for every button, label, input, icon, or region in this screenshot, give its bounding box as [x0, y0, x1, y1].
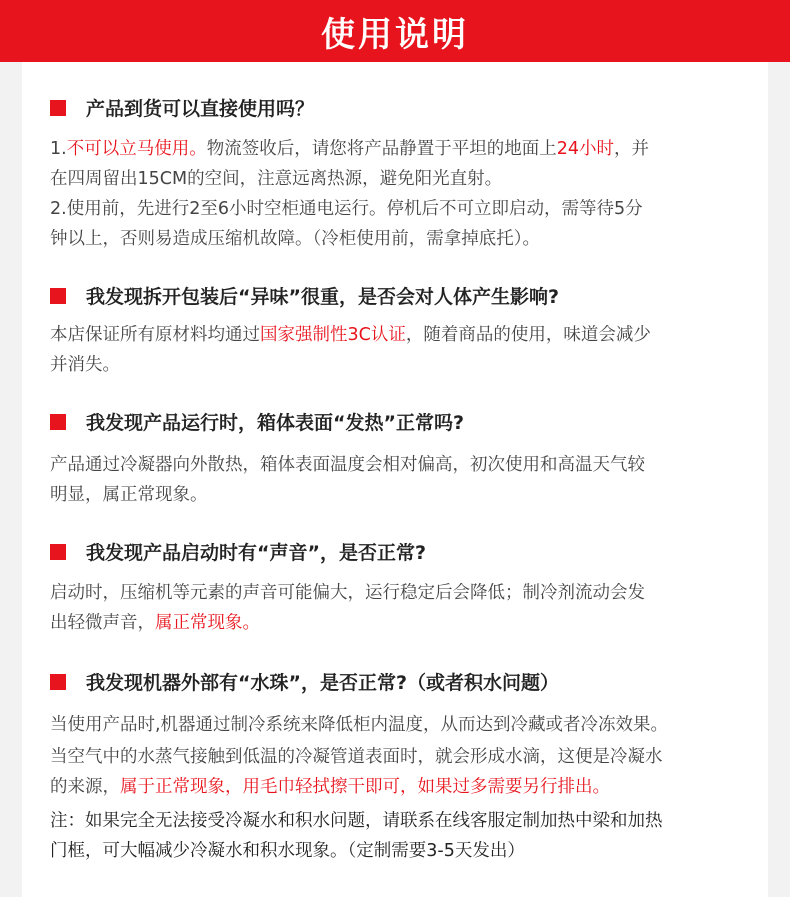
section-answer-3-line-2: 明显，属正常现象。	[50, 485, 208, 505]
section-answer-1-line-1: 1.不可以立马使用。物流签收后，请您将产品静置于平坦的地面上24小时，并	[50, 139, 649, 159]
question-text: 我发现产品运行时，箱体表面“发热”正常吗?	[86, 412, 464, 434]
question-text: 我发现机器外部有“水珠”，是否正常?（或者积水问题）	[86, 672, 559, 694]
question-text: 我发现拆开包装后“异味”很重，是否会对人体产生影响?	[86, 286, 559, 308]
question-text: 产品到货可以直接使用吗？	[86, 98, 315, 120]
page-header	[0, 0, 790, 62]
section-answer-1-line-4: 钟以上，否则易造成压缩机故障。（冷柜使用前，需拿掉底托）。	[50, 229, 540, 249]
question-text: 我发现产品启动时有“声音”，是否正常?	[86, 542, 426, 564]
section-question-2	[50, 282, 559, 309]
section-answer-1-line-2: 在四周留出15CM的空间，注意远离热源，避免阳光直射。	[50, 169, 503, 189]
section-answer-3-line-1: 产品通过冷凝器向外散热，箱体表面温度会相对偏高，初次使用和高温天气较	[50, 455, 645, 475]
red-square-icon	[50, 544, 66, 560]
page-title: 使用说明	[321, 14, 469, 55]
section-answer-5-line-1: 当使用产品时,机器通过制冷系统来降低柜内温度，从而达到冷藏或者冷冻效果。	[50, 715, 669, 735]
section-answer-4-line-1: 启动时，压缩机等元素的声音可能偏大，运行稳定后会降低；制冷剂流动会发	[50, 583, 645, 603]
instructions-card	[22, 62, 768, 897]
section-answer-5-line-2: 当空气中的水蒸气接触到低温的冷凝管道表面时，就会形成水滴，这便是冷凝水	[50, 747, 663, 767]
section-question-3	[50, 408, 464, 435]
red-square-icon	[50, 674, 66, 690]
section-answer-2-line-2: 并消失。	[50, 355, 120, 375]
section-answer-1-line-3: 2.使用前，先进行2至6小时空柜通电运行。停机后不可立即启动，需等待5分	[50, 199, 643, 219]
section-question-5	[50, 668, 559, 695]
red-square-icon	[50, 288, 66, 304]
section-question-4	[50, 538, 426, 565]
section-answer-5-line-3: 的来源，属于正常现象，用毛巾轻拭擦干即可，如果过多需要另行排出。	[50, 777, 610, 797]
section-answer-4-line-2: 出轻微声音，属正常现象。	[50, 613, 260, 633]
red-square-icon	[50, 414, 66, 430]
section-answer-2-line-1: 本店保证所有原材料均通过国家强制性3C认证，随着商品的使用，味道会减少	[50, 325, 651, 345]
red-square-icon	[50, 100, 66, 116]
section-question-1	[50, 94, 314, 121]
note-line-2: 门框，可大幅减少冷凝水和积水现象。（定制需要3-5天发出）	[50, 841, 525, 861]
note-line-1: 注：如果完全无法接受冷凝水和积水问题，请联系在线客服定制加热中梁和加热	[50, 811, 663, 831]
